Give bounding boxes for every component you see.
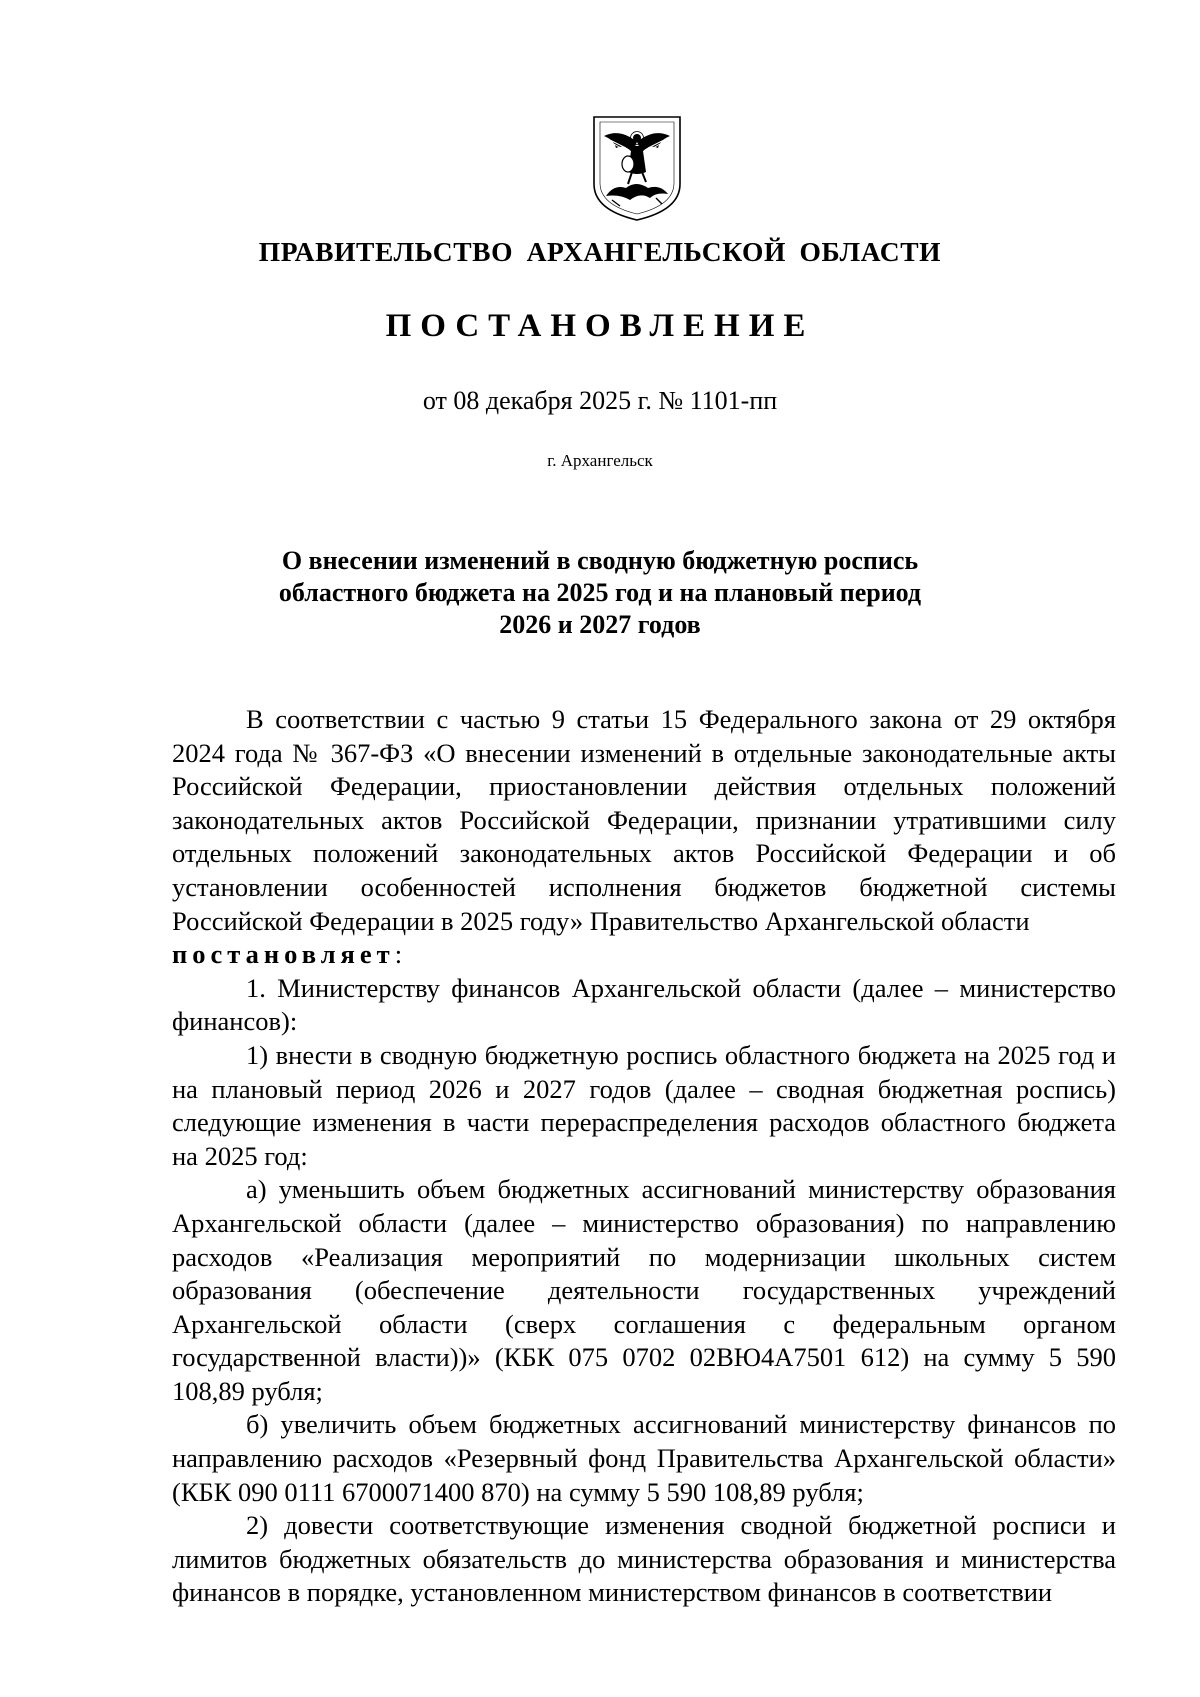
document-subject — [0, 545, 1200, 641]
subject-line-2: областного бюджета на 2025 год и на плановый период — [278, 578, 922, 607]
document-type: ПОСТАНОВЛЕНИЕ — [385, 308, 815, 344]
decree-colon: : — [394, 939, 403, 970]
government-title: ПРАВИТЕЛЬСТВО АРХАНГЕЛЬСКОЙ ОБЛАСТИ — [258, 236, 942, 267]
decree-word: постановляет — [172, 939, 395, 970]
document-date-number: от 08 декабря 2025 г. № 1101-пп — [422, 386, 778, 415]
coat-of-arms-emblem — [590, 114, 684, 222]
item-1-1-b-paragraph: б) увеличить объем бюджетных ассигнований министерству финансов по направлению расходов «Резервный фонд Правительства Архангельской области» (КБК 090 0111 6700071400 870) на сумму 5 590 108,89 рубля; — [172, 1409, 1116, 1507]
item-1-1-paragraph: 1) внести в сводную бюджетную роспись областного бюджета на 2025 год и на плановый период 2026 и 2027 годов (далее – сводная бюджетная роспись) следующие изменения в части перераспределения расходов областного бюджета на 2025 год: — [172, 1039, 1116, 1171]
item-1-paragraph: 1. Министерству финансов Архангельской области (далее – министерство финансов): — [172, 972, 1116, 1037]
preamble-paragraph — [172, 703, 1116, 972]
subject-line-3: 2026 и 2027 годов — [499, 610, 701, 639]
document-body — [172, 703, 1116, 1610]
subject-line-1: О внесении изменений в сводную бюджетную роспись — [281, 546, 919, 575]
preamble-text: В соответствии с частью 9 статьи 15 Федерального закона от 29 октября 2024 года № 367-ФЗ «О внесении изменений в отдельные законодательные акты Российской Федерации, приостановлении действия отдельных положений законодательных актов Российской Федерации, признании утратившими силу отдельных положений законодательных актов Российской Федерации и об установлении особенностей исполнения бюджетов бюджетной системы Российской Федерации в 2025 году» Правительство Архангельской области — [172, 704, 1116, 936]
item-1-2-paragraph: 2) довести соответствующие изменения сводной бюджетной росписи и лимитов бюджетных обязательств до министерства образования и министерства финансов в порядке, установленном министерством финансов в соответствии — [172, 1510, 1116, 1608]
document-city: г. Архангельск — [547, 451, 653, 470]
item-1-1-a-paragraph: а) уменьшить объем бюджетных ассигнований министерству образования Архангельской области (далее – министерство образования) по направлению расходов «Реализация мероприятий по модернизации школьных систем образования (обеспечение деятельности государственных учреждений Архангельской области (сверх соглашения с федеральным органом государственной власти))» (КБК 075 0702 02ВЮ4А7501 612) на сумму 5 590 108,89 рубля; — [172, 1174, 1116, 1406]
